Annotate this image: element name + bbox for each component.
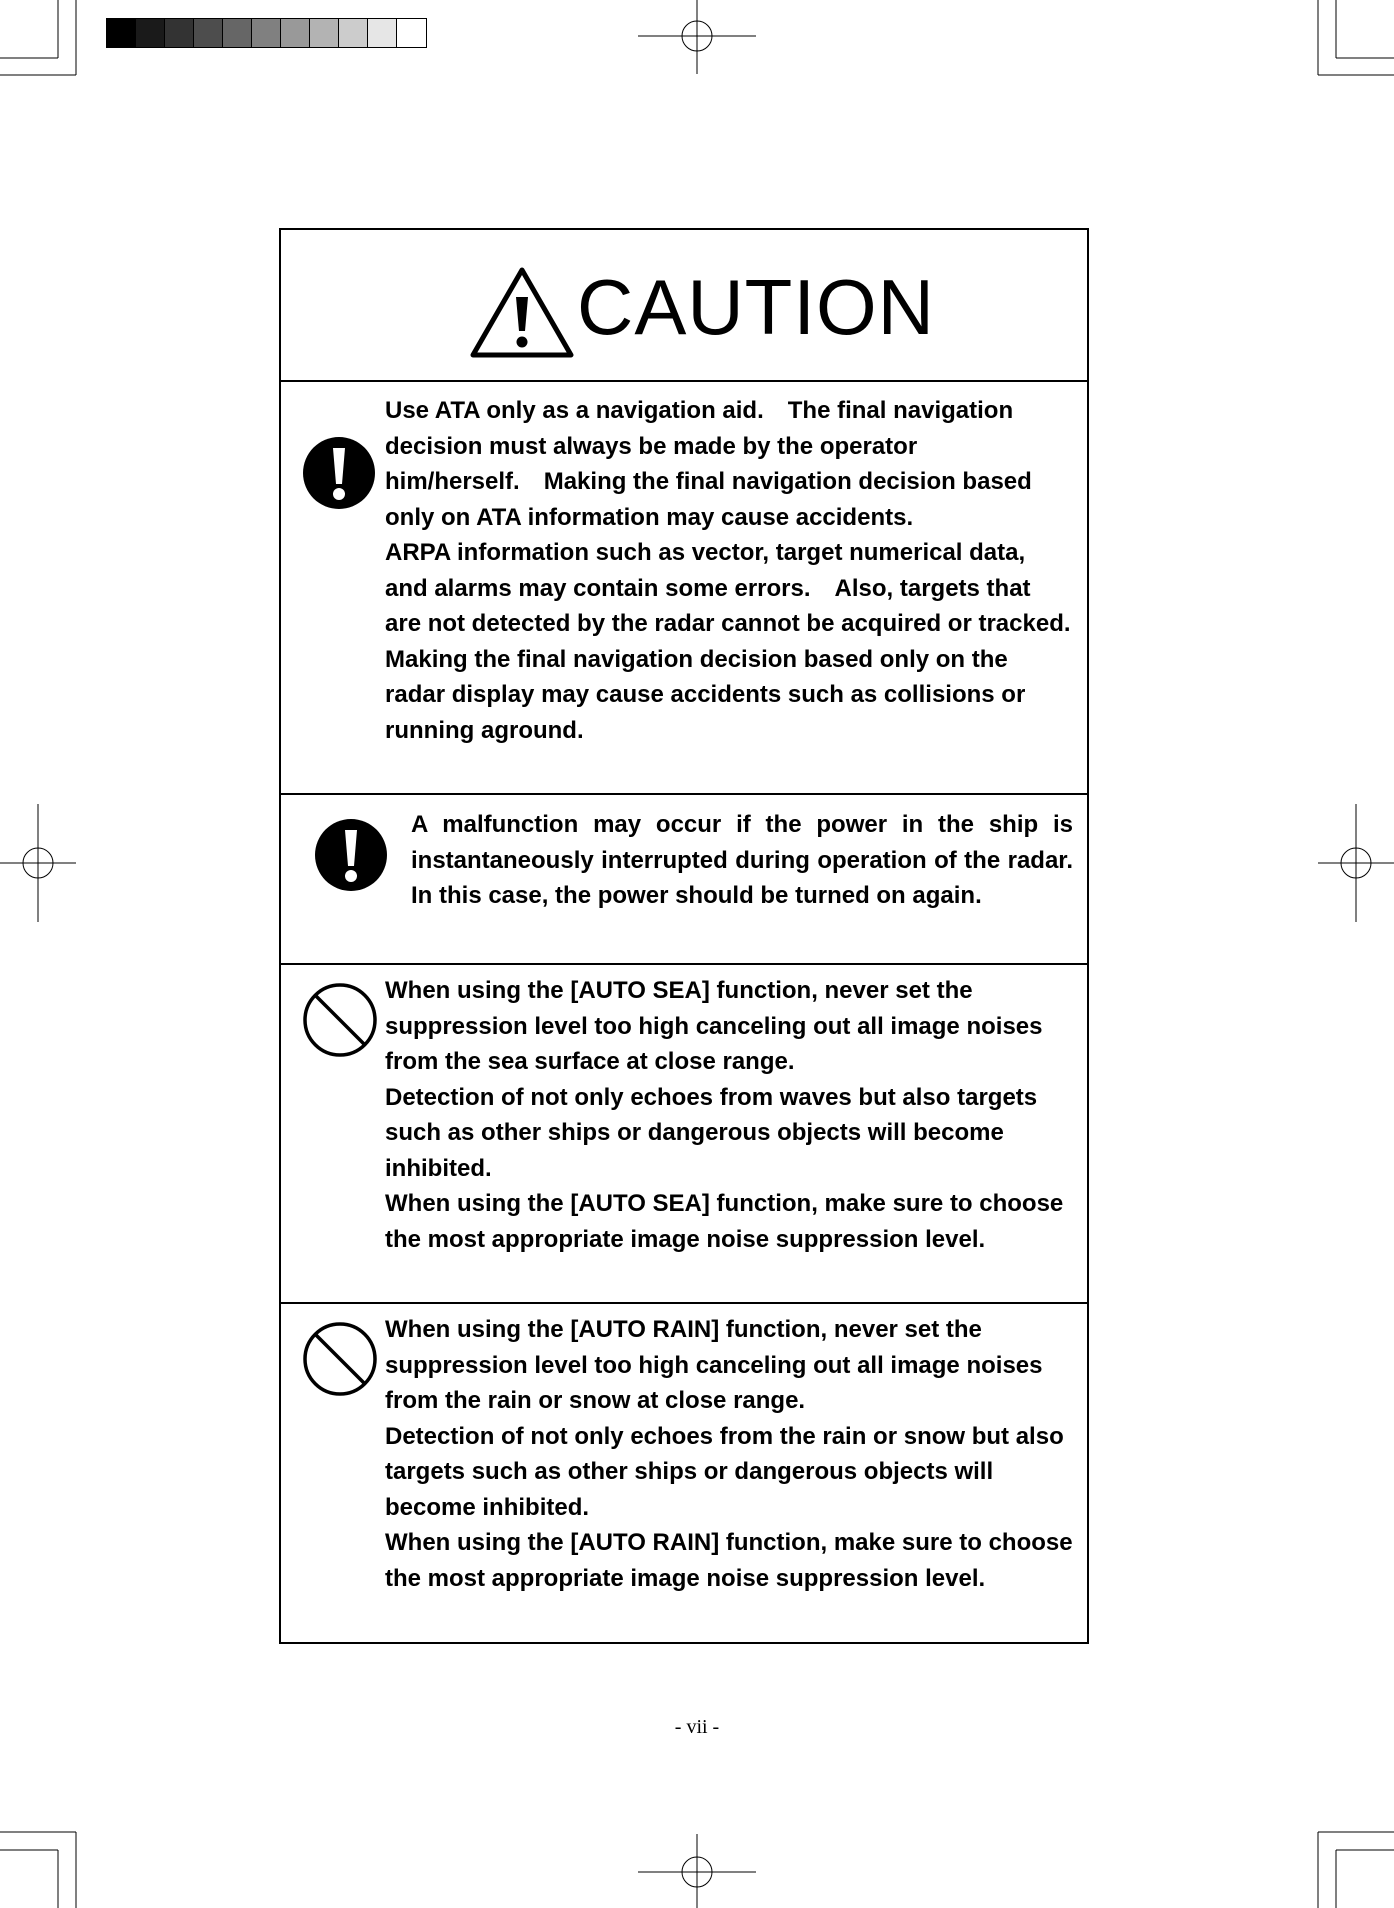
exclamation-icon: [314, 818, 388, 892]
section-text: [411, 807, 1073, 914]
caution-panel: [279, 228, 1089, 1644]
grayscale-swatch: [310, 19, 339, 47]
caution-section-power: [281, 795, 1087, 965]
section-text: [385, 393, 1073, 748]
warning-triangle-icon: [467, 263, 577, 361]
prohibition-icon: [302, 982, 378, 1058]
section-text: [385, 973, 1073, 1257]
paragraph: When using the [AUTO RAIN] function, never set the suppression level too high canceling out all image noises from the rain or snow at close range.: [385, 1316, 1043, 1414]
grayscale-swatch: [136, 19, 165, 47]
paragraph: When using the [AUTO RAIN] function, make sure to choose the most appropriate image noise suppression level.: [385, 1529, 1073, 1592]
caution-section-ata: [281, 382, 1087, 795]
grayscale-swatch: [339, 19, 368, 47]
grayscale-swatch: [281, 19, 310, 47]
paragraph: A malfunction may occur if the power in the ship is instantaneously interrupted during operation of the radar. In this case, the power should be turned on again.: [411, 811, 1073, 909]
grayscale-swatch: [223, 19, 252, 47]
paragraph: When using the [AUTO SEA] function, make sure to choose the most appropriate image noise suppression level.: [385, 1190, 1064, 1253]
paragraph: Use ATA only as a navigation aid. The final navigation decision must always be made by the operator him/herself. Making the final navigation decision based only on ATA information may cause accidents.: [385, 397, 1032, 531]
paragraph: Detection of not only echoes from the rain or snow but also targets such as other ships or dangerous objects will become inhibited.: [385, 1422, 1064, 1521]
section-text: [385, 1312, 1073, 1596]
grayscale-swatch: [368, 19, 397, 47]
caution-section-auto-rain: [281, 1304, 1087, 1644]
grayscale-swatch: [397, 19, 426, 47]
grayscale-color-bar: [106, 18, 427, 48]
page-number: - vii -: [674, 1716, 720, 1738]
grayscale-swatch: [107, 19, 136, 47]
prohibition-icon: [302, 1321, 378, 1397]
paragraph: ARPA information such as vector, target numerical data, and alarms may contain some errors. Also, targets that are not detected by the radar cannot be acquired or tracked.: [385, 539, 1071, 637]
caution-section-auto-sea: [281, 965, 1087, 1304]
grayscale-swatch: [194, 19, 223, 47]
grayscale-swatch: [252, 19, 281, 47]
caution-title: CAUTION: [577, 263, 935, 351]
paragraph: Detection of not only echoes from waves but also targets such as other ships or dangerous objects will become inhibited.: [385, 1083, 1038, 1182]
exclamation-icon: [302, 436, 376, 510]
paragraph: When using the [AUTO SEA] function, never set the suppression level too high canceling out all image noises from the sea surface at close range.: [385, 977, 1043, 1075]
paragraph: Making the final navigation decision based only on the radar display may cause accidents such as collisions or running aground.: [385, 645, 1026, 744]
caution-header: [281, 230, 1087, 382]
grayscale-swatch: [165, 19, 194, 47]
